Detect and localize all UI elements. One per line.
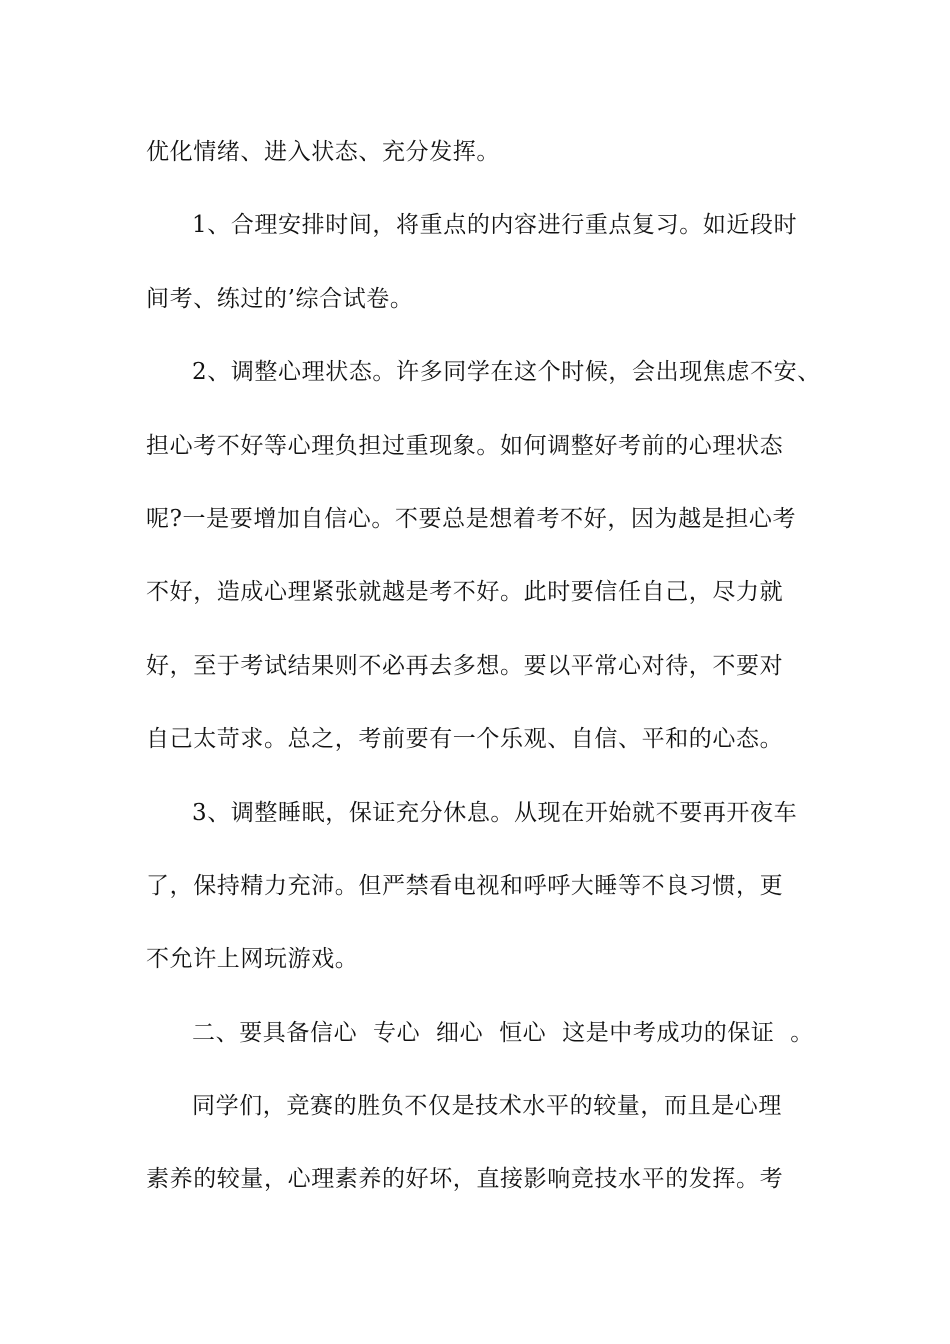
text-line: 好，至于考试结果则不必再去多想。要以平常心对待，不要对 <box>146 652 784 679</box>
text-line: 素养的较量，心理素养的好坏，直接影响竞技水平的发挥。考 <box>146 1166 784 1193</box>
paragraph-line: 2、调整心理状态。许多同学在这个时候，会出现焦虑不安、 <box>192 359 821 386</box>
text-line: 担心考不好等心理负担过重现象。如何调整好考前的心理状态 <box>146 432 784 459</box>
text-line: 不允许上网玩游戏。 <box>146 946 359 973</box>
text-line: 呢?一是要增加自信心。不要总是想着考不好，因为越是担心考 <box>146 505 797 532</box>
text-line: 优化情绪、进入状态、充分发挥。 <box>146 139 500 165</box>
text-line: 间考、练过的’综合试卷。 <box>146 285 414 312</box>
paragraph-line: 1、合理安排时间，将重点的内容进行重点复习。如近段时 <box>192 212 798 239</box>
paragraph-line: 同学们，竞赛的胜负不仅是技术水平的较量，而且是心理 <box>192 1093 782 1120</box>
text-line: 自己太苛求。总之，考前要有一个乐观、自信、平和的心态。 <box>146 726 784 753</box>
paragraph-line: 3、调整睡眠，保证充分休息。从现在开始就不要再开夜车 <box>192 799 798 826</box>
document-body <box>146 132 821 1233</box>
text-line: 不好，造成心理紧张就越是考不好。此时要信任自己，尽力就 <box>146 579 784 606</box>
text-line: 了，保持精力充沛。但严禁看电视和呼呼大睡等不良习惯，更 <box>146 872 784 899</box>
section-heading: 二、要具备信心 专心 细心 恒心 这是中考成功的保证 。 <box>192 1019 814 1046</box>
